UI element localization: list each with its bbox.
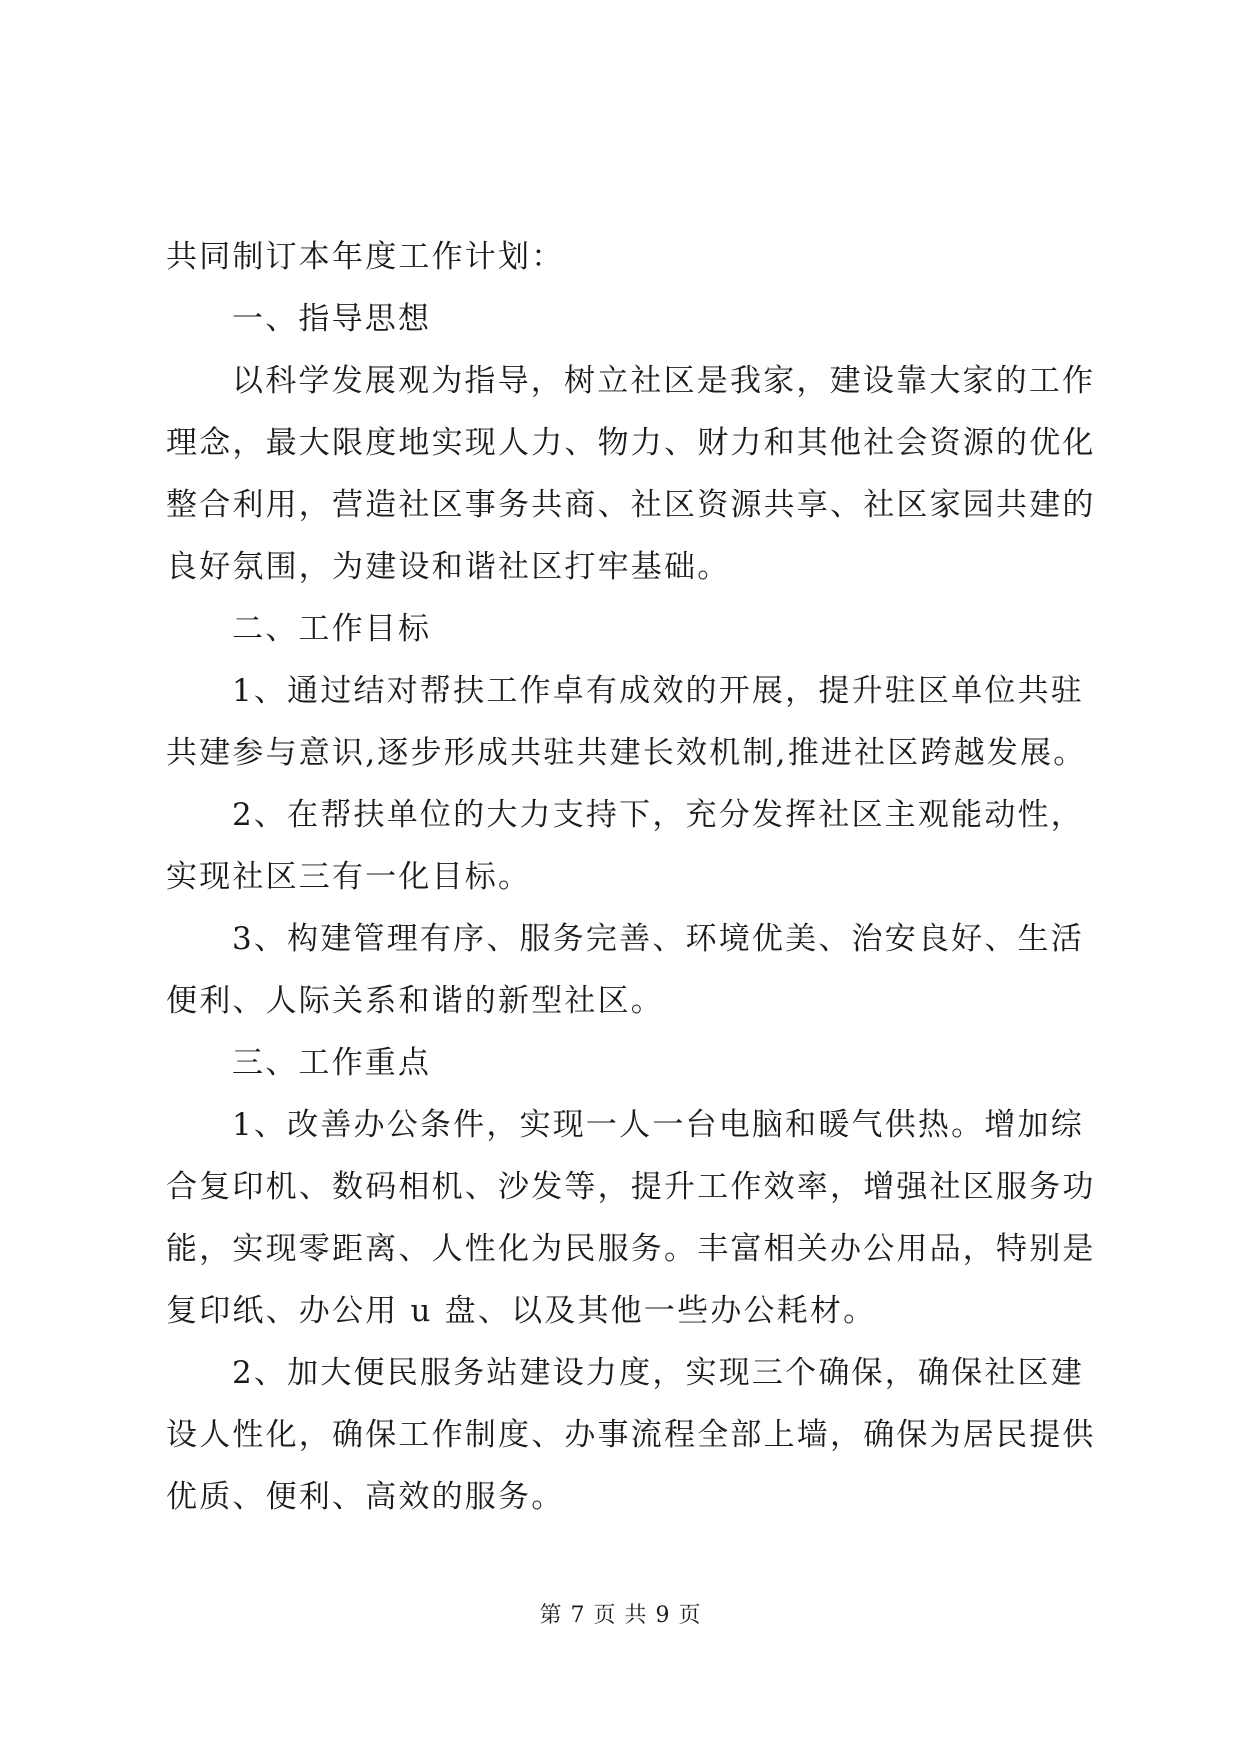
page-number-footer: 第 7 页 共 9 页 <box>539 1603 702 1628</box>
text-line: 设人性化，确保工作制度、办事流程全部上墙，确保为居民提供 <box>166 1417 1096 1453</box>
text-line: 共同制订本年度工作计划： <box>166 239 565 275</box>
text-line: 整合利用，营造社区事务共商、社区资源共享、社区家园共建的 <box>166 487 1096 523</box>
text-line: 2、加大便民服务站建设力度，实现三个确保，确保社区建 <box>232 1355 1084 1391</box>
text-line: 共建参与意识,逐步形成共驻共建长效机制,推进社区跨越发展。 <box>166 735 1087 771</box>
text-line: 实现社区三有一化目标。 <box>166 859 532 895</box>
section-heading-work-focus: 三、工作重点 <box>232 1045 432 1081</box>
text-line: 良好氛围，为建设和谐社区打牢基础。 <box>166 549 731 585</box>
text-line: 3、构建管理有序、服务完善、环境优美、治安良好、生活 <box>232 921 1084 957</box>
text-line: 2、在帮扶单位的大力支持下，充分发挥社区主观能动性， <box>232 797 1084 833</box>
text-line: 以科学发展观为指导，树立社区是我家，建设靠大家的工作 <box>232 363 1096 399</box>
text-line: 能，实现零距离、人性化为民服务。丰富相关办公用品，特别是 <box>166 1231 1096 1267</box>
section-heading-work-goals: 二、工作目标 <box>232 611 432 647</box>
document-body <box>166 226 1096 1528</box>
text-line: 优质、便利、高效的服务。 <box>166 1479 565 1515</box>
text-line: 便利、人际关系和谐的新型社区。 <box>166 983 664 1019</box>
text-line: 1、通过结对帮扶工作卓有成效的开展，提升驻区单位共驻 <box>232 673 1084 709</box>
text-line: 理念，最大限度地实现人力、物力、财力和其他社会资源的优化 <box>166 425 1096 461</box>
text-line: 复印纸、办公用 u 盘、以及其他一些办公耗材。 <box>166 1293 877 1329</box>
text-line: 合复印机、数码相机、沙发等，提升工作效率，增强社区服务功 <box>166 1169 1096 1205</box>
text-line: 1、改善办公条件，实现一人一台电脑和暖气供热。增加综 <box>232 1107 1084 1143</box>
section-heading-guiding-ideology: 一、指导思想 <box>232 301 432 337</box>
